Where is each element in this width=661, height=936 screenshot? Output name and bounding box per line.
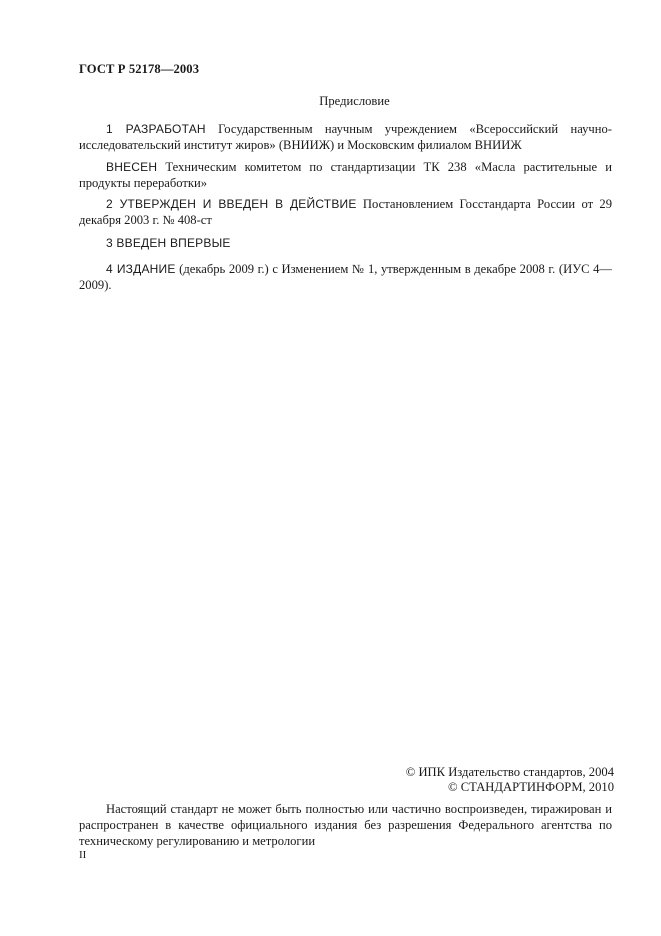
paragraph-text: Государственным научным учреждением «Всероссийский научно-исследовательский институт жиров» (ВНИИЖ) и Московским филиалом ВНИИЖ — [79, 122, 613, 152]
paragraph-lead: 1 РАЗРАБОТАН — [106, 122, 206, 136]
reproduction-notice: Настоящий стандарт не может быть полностью или частично воспроизведен, тиражирован и распространен в качестве официального издания без разрешения Федерального агентства по техническому регулированию и метрологии — [79, 802, 612, 848]
page-number: II — [79, 849, 87, 861]
paragraph-text: Техническим комитетом по стандартизации ТК 238 «Масла растительные и продукты переработки» — [79, 160, 612, 190]
foreword-paragraph-1 — [79, 121, 612, 153]
document-code: ГОСТ Р 52178—2003 — [79, 62, 200, 76]
paragraph-text: (декабрь 2009 г.) с Изменением № 1, утвержденным в декабре 2008 г. (ИУС 4—2009). — [79, 262, 612, 292]
foreword-paragraph-4 — [79, 235, 612, 251]
paragraph-lead: 3 ВВЕДЕН ВПЕРВЫЕ — [106, 236, 231, 250]
paragraph-lead: ВНЕСЕН — [106, 160, 158, 174]
paragraph-lead: 2 УТВЕРЖДЕН И ВВЕДЕН В ДЕЙСТВИЕ — [106, 197, 357, 211]
copyright-line-2: © СТАНДАРТИНФОРМ, 2010 — [448, 780, 614, 794]
paragraph-text: Постановлением Госстандарта России от 29 декабря 2003 г. № 408-ст — [79, 197, 612, 227]
paragraph-lead: 4 ИЗДАНИЕ — [106, 262, 176, 276]
foreword-paragraph-5 — [79, 261, 612, 293]
foreword-paragraph-2 — [79, 159, 612, 191]
foreword-paragraph-3 — [79, 196, 612, 228]
copyright-line-1: © ИПК Издательство стандартов, 2004 — [405, 765, 614, 779]
foreword-heading: Предисловие — [319, 94, 390, 108]
